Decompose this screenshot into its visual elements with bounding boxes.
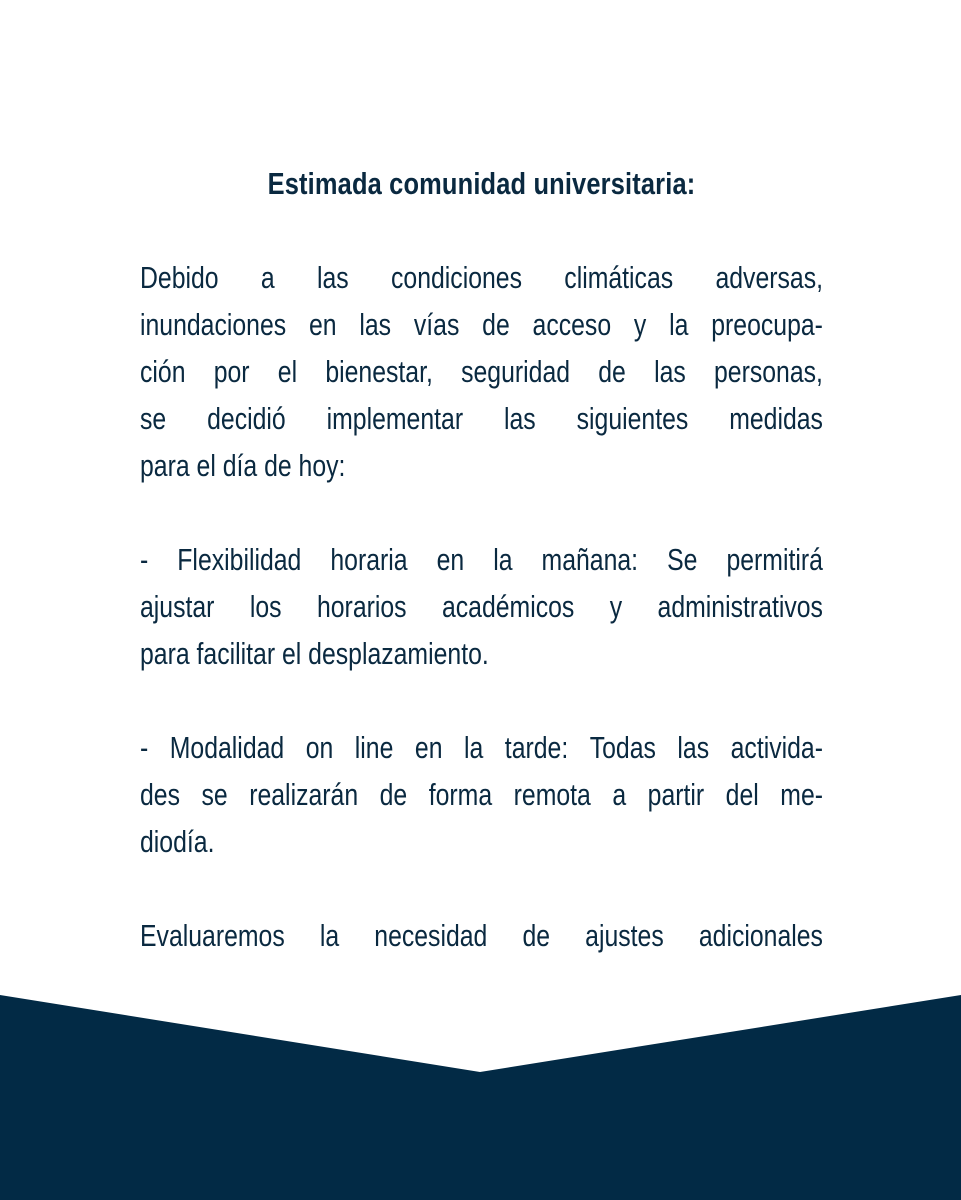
word: siguientes <box>576 401 689 436</box>
word: se <box>140 401 167 436</box>
word: - <box>140 730 149 765</box>
word: académicos <box>441 589 575 624</box>
word: horaria <box>330 542 408 577</box>
word: condiciones <box>391 260 522 295</box>
word: adicionales <box>698 918 823 953</box>
word: mañana: <box>541 542 639 577</box>
word: Modalidad <box>169 730 285 765</box>
spacer <box>140 489 823 536</box>
word: seguridad <box>461 354 571 389</box>
closing-paragraph <box>140 912 823 959</box>
word: ción <box>140 354 186 389</box>
measure-1-line-1 <box>140 536 823 583</box>
intro-line-2 <box>140 301 823 348</box>
word: forma <box>428 777 493 812</box>
word: personas, <box>714 354 823 389</box>
measure-2-line-3: diodía. <box>140 824 215 859</box>
word: la <box>319 918 340 953</box>
word: Debido <box>140 260 219 295</box>
word: las <box>317 260 349 295</box>
intro-paragraph <box>140 254 823 489</box>
word: y <box>609 589 623 624</box>
spacer <box>140 208 823 254</box>
word: en <box>414 730 443 765</box>
word: - <box>140 542 149 577</box>
word: el <box>277 354 298 389</box>
word: Flexibilidad <box>177 542 302 577</box>
measure-flexibility <box>140 536 823 677</box>
word: los <box>249 589 282 624</box>
word: decidió <box>207 401 286 436</box>
measure-1-line-2 <box>140 583 823 630</box>
word: on <box>305 730 334 765</box>
word: ajustar <box>140 589 215 624</box>
intro-line-5: para el día de hoy: <box>140 448 346 483</box>
word: necesidad <box>374 918 488 953</box>
word: las <box>359 307 392 342</box>
word: a <box>260 260 275 295</box>
spacer <box>140 677 823 724</box>
word: las <box>503 401 536 436</box>
word: permitirá <box>726 542 823 577</box>
word: a <box>612 777 627 812</box>
word: preocupa- <box>711 307 823 342</box>
word: de <box>482 307 510 342</box>
word: Todas <box>589 730 656 765</box>
word: implementar <box>326 401 464 436</box>
word: des <box>140 777 180 812</box>
word: del <box>725 777 759 812</box>
measure-1-line-3: para facilitar el desplazamiento. <box>140 636 489 671</box>
navy-chevron-shape <box>0 995 961 1200</box>
word: las <box>654 354 686 389</box>
intro-line-3 <box>140 348 823 395</box>
measure-2-line-2 <box>140 771 823 818</box>
word: tarde: <box>504 730 569 765</box>
measure-online <box>140 724 823 865</box>
word: la <box>493 542 513 577</box>
spacer <box>140 865 823 912</box>
word: Evaluaremos <box>140 918 285 953</box>
word: de <box>522 918 551 953</box>
word: me- <box>780 777 823 812</box>
letter-body <box>140 160 823 959</box>
measure-2-line-1 <box>140 724 823 771</box>
word: por <box>213 354 250 389</box>
word: en <box>436 542 465 577</box>
word: climáticas <box>564 260 674 295</box>
word: line <box>354 730 394 765</box>
word: vías <box>413 307 460 342</box>
word: horarios <box>316 589 407 624</box>
intro-line-1 <box>140 254 823 301</box>
greeting-heading: Estimada comunidad universitaria: <box>267 166 696 201</box>
word: adversas, <box>715 260 823 295</box>
word: se <box>201 777 228 812</box>
word: Se <box>667 542 698 577</box>
intro-line-4 <box>140 395 823 442</box>
word: la <box>669 307 689 342</box>
word: acceso <box>532 307 612 342</box>
word: la <box>463 730 484 765</box>
word: medidas <box>729 401 823 436</box>
word: partir <box>647 777 705 812</box>
word: de <box>379 777 408 812</box>
word: y <box>633 307 647 342</box>
word: ajustes <box>585 918 664 953</box>
word: realizarán <box>249 777 359 812</box>
word: bienestar, <box>325 354 433 389</box>
word: administrativos <box>657 589 823 624</box>
word: inundaciones <box>140 307 287 342</box>
word: remota <box>513 777 591 812</box>
word: activida- <box>730 730 823 765</box>
word: de <box>598 354 626 389</box>
word: en <box>308 307 337 342</box>
closing-line <box>140 912 823 959</box>
word: las <box>677 730 710 765</box>
